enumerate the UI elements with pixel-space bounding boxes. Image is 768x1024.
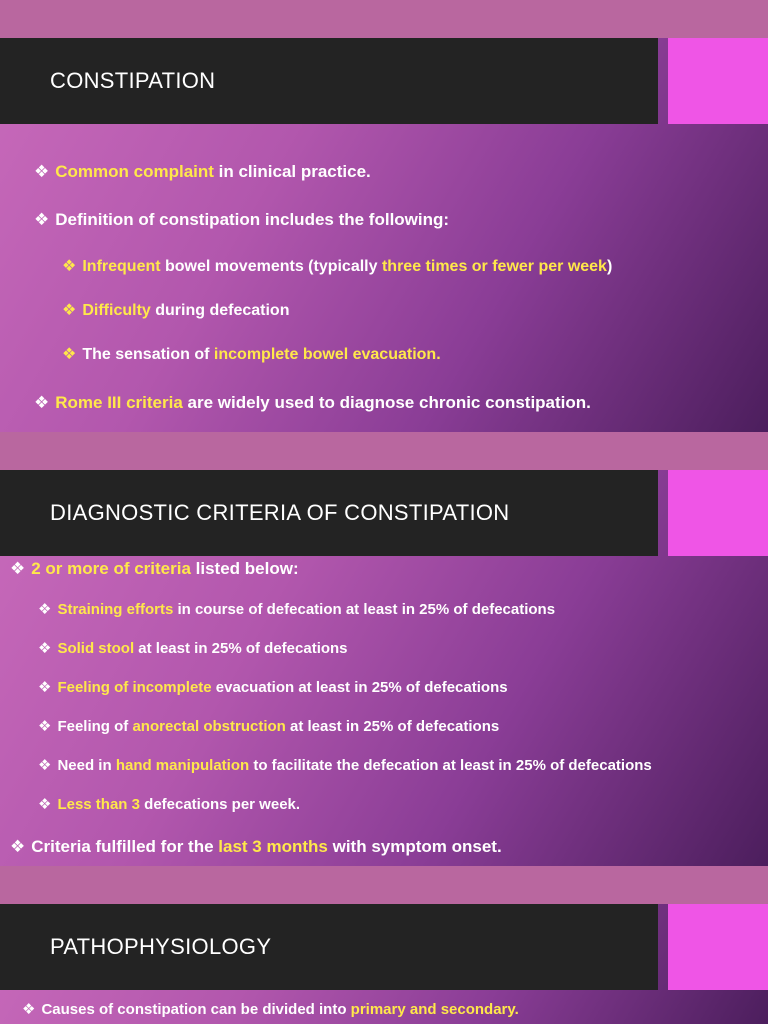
bullet-text: Feeling of	[57, 718, 133, 735]
bullet-item	[62, 256, 612, 276]
bullet-item	[10, 837, 502, 857]
bullet-text: defecations per week.	[139, 796, 301, 813]
highlighted-text: incomplete bowel evacuation.	[213, 346, 441, 363]
highlighted-text: Feeling of incomplete	[57, 679, 212, 696]
bullet-item	[34, 210, 449, 230]
bullet-text: during defecation	[150, 302, 290, 319]
highlighted-text: primary and secondary.	[350, 1001, 519, 1018]
bullet-text: The sensation of	[82, 346, 214, 363]
slide-pathophysiology	[0, 904, 768, 1024]
slide-title: DIAGNOSTIC CRITERIA OF CONSTIPATION	[50, 500, 510, 525]
slide-title: PATHOPHYSIOLOGY	[50, 934, 272, 959]
bullet-text: in clinical practice.	[213, 162, 371, 181]
bullet-diamond-icon: ❖	[22, 1001, 36, 1018]
bullet-text: at least in 25% of defecations	[134, 640, 348, 657]
slide-title-bar	[0, 38, 658, 124]
highlighted-text: Difficulty	[82, 302, 151, 319]
slide-constipation	[0, 38, 768, 432]
bullet-item	[38, 756, 652, 774]
bullet-text: in course of defecation at least in 25% of defecations	[173, 601, 556, 618]
bullet-text: Definition of constipation includes the following:	[55, 210, 450, 229]
highlighted-text: Solid stool	[57, 640, 135, 657]
bullet-diamond-icon: ❖	[62, 258, 77, 275]
highlighted-text: anorectal obstruction	[132, 718, 286, 735]
highlighted-text: Infrequent	[82, 258, 161, 275]
highlighted-text: 2 or more of criteria	[31, 559, 191, 578]
highlighted-text: three times or fewer per week	[381, 258, 607, 275]
highlighted-text: Common complaint	[55, 162, 214, 181]
highlighted-text: Rome III criteria	[55, 393, 183, 412]
bullet-diamond-icon: ❖	[10, 559, 26, 578]
bullet-text: )	[606, 258, 613, 275]
highlighted-text: hand manipulation	[115, 757, 250, 774]
bullet-text: with symptom onset.	[327, 837, 502, 856]
bullet-item	[22, 1000, 519, 1018]
bullet-diamond-icon: ❖	[38, 601, 52, 618]
bullet-item	[34, 162, 371, 182]
bullet-text: Need in	[57, 757, 116, 774]
bullet-text: listed below:	[190, 559, 299, 578]
bullet-item	[38, 600, 555, 618]
bullet-diamond-icon: ❖	[38, 757, 52, 774]
slide-accent-block	[668, 470, 768, 556]
highlighted-text: last 3 months	[218, 837, 328, 856]
bullet-item	[10, 559, 299, 579]
bullet-text: to facilitate the defecation at least in 25% of defecations	[249, 757, 652, 774]
bullet-text: Criteria fulfilled for the	[31, 837, 219, 856]
bullet-item	[38, 717, 499, 735]
slide-gap	[0, 432, 768, 470]
bullet-diamond-icon: ❖	[38, 640, 52, 657]
slide-title-bar	[0, 904, 658, 990]
bullet-text: are widely used to diagnose chronic constipation.	[182, 393, 591, 412]
bullet-item	[62, 344, 441, 364]
bullet-diamond-icon: ❖	[62, 302, 77, 319]
bullet-diamond-icon: ❖	[34, 162, 50, 181]
bullet-diamond-icon: ❖	[62, 346, 77, 363]
bullet-item	[38, 639, 348, 657]
bullet-item	[34, 393, 591, 413]
bullet-diamond-icon: ❖	[38, 679, 52, 696]
bullet-diamond-icon: ❖	[34, 210, 50, 229]
highlighted-text: Straining efforts	[57, 601, 174, 618]
bullet-text: at least in 25% of defecations	[285, 718, 500, 735]
slide-accent-block	[668, 38, 768, 124]
slide-gap	[0, 0, 768, 38]
bullet-item	[38, 795, 300, 813]
bullet-diamond-icon: ❖	[38, 718, 52, 735]
bullet-diamond-icon: ❖	[38, 796, 52, 813]
bullet-text: evacuation at least in 25% of defecations	[211, 679, 508, 696]
bullet-text: bowel movements (typically	[160, 258, 382, 275]
bullet-item	[38, 678, 508, 696]
bullet-text: Causes of constipation can be divided into	[41, 1001, 351, 1018]
slide-title-bar	[0, 470, 658, 556]
slide-gap	[0, 866, 768, 904]
bullet-diamond-icon: ❖	[34, 393, 50, 412]
slide-diagnostic-criteria	[0, 470, 768, 866]
slide-accent-block	[668, 904, 768, 990]
slide-title: CONSTIPATION	[50, 68, 216, 93]
highlighted-text: Less than 3	[57, 796, 140, 813]
bullet-diamond-icon: ❖	[10, 837, 26, 856]
bullet-item	[62, 300, 289, 320]
